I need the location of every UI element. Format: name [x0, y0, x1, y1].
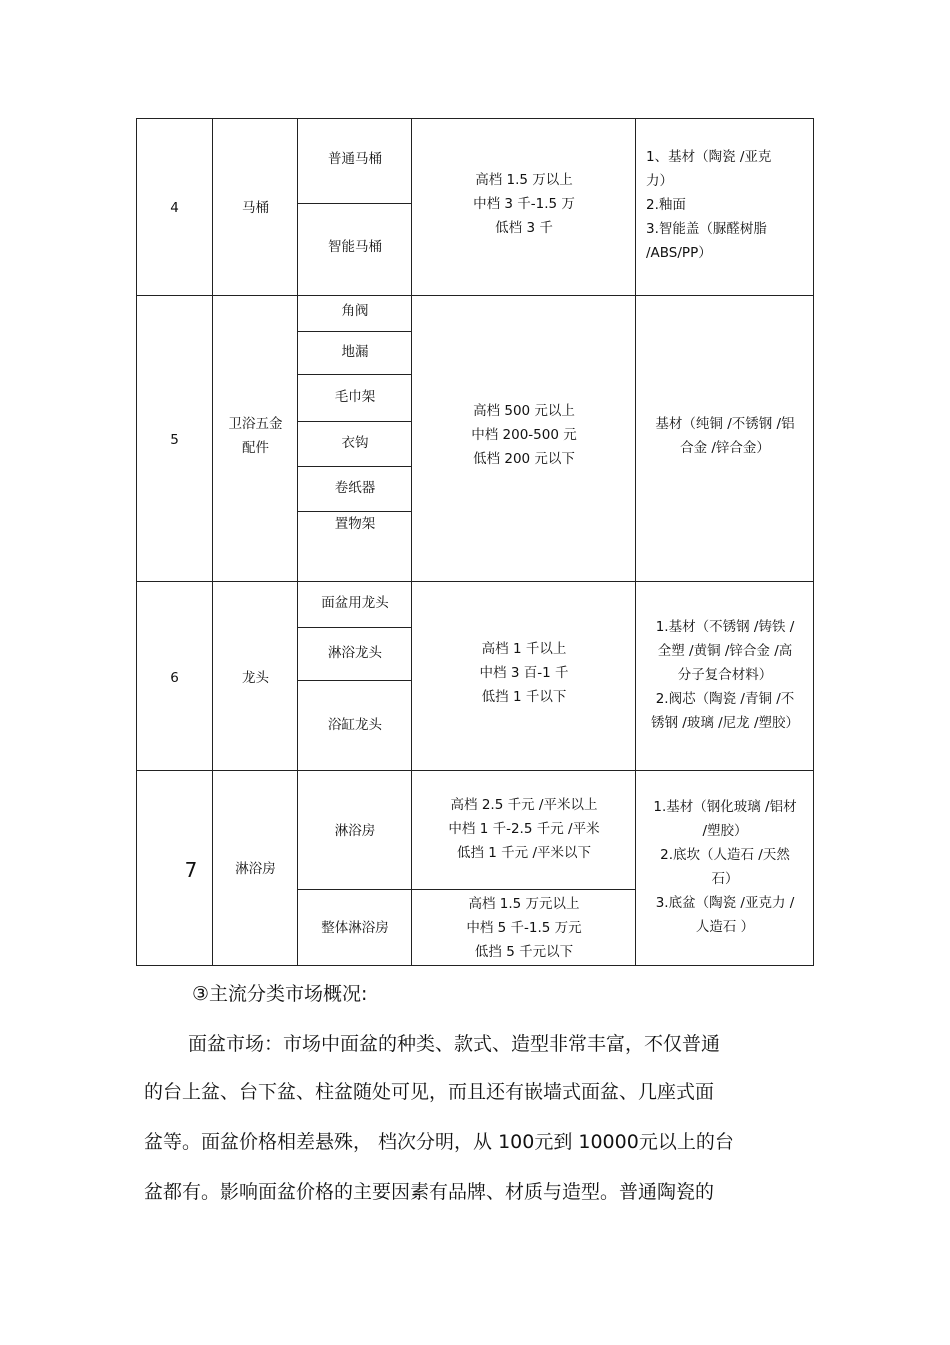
paragraph-line: 的台上盆、台下盆、柱盆随处可见，而且还有嵌墙式面盆、几座式面: [144, 1081, 715, 1103]
item-name: 整体淋浴房: [321, 920, 389, 936]
col-divider: [212, 118, 213, 966]
paragraph-line: 面盆市场：市场中面盆的种类、款式、造型非常丰富，不仅普通: [188, 1033, 721, 1055]
item-name: 毛巾架: [334, 389, 376, 405]
table-border-bottom: [136, 965, 814, 966]
item-name: 衣钩: [341, 435, 369, 451]
sub-divider: [297, 466, 411, 467]
product-table: [136, 118, 814, 966]
price-range: 高档 1.5 万元以上 中档 5 千-1.5 万元 低挡 5 千元以下: [466, 896, 582, 960]
price-range: 高档 1.5 万以上 中档 3 千-1.5 万 低档 3 千: [473, 172, 575, 236]
row-divider: [136, 295, 814, 296]
sub-divider: [297, 421, 411, 422]
row-divider: [136, 581, 814, 582]
item-name: 面盆用龙头: [321, 595, 389, 611]
price-range: 高档 1 千以上 中档 3 百-1 千 低挡 1 千以下: [479, 641, 569, 705]
sub-divider: [297, 627, 411, 628]
table-border-top: [136, 118, 814, 119]
material-desc: 1.基材（钢化玻璃 /铝材 /塑胶） 2.底坎（人造石 /天然 石） 3.底盆（陶瓷 /亚克力 / 人造石 ）: [653, 799, 797, 935]
item-name: 地漏: [341, 344, 369, 360]
paragraph-line: 盆等。面盆价格相差悬殊， 档次分明，从 100元到 10000元以上的台: [144, 1131, 734, 1153]
material-desc: 基材（纯铜 /不锈钢 /铝 合金 /锌合金）: [655, 416, 795, 456]
item-name: 角阀: [341, 303, 369, 319]
category-name: 马桶: [242, 200, 269, 216]
row-number: 7: [184, 858, 198, 882]
row-number: 5: [170, 432, 179, 448]
paragraph-line: 盆都有。影响面盆价格的主要因素有品牌、材质与造型。普通陶瓷的: [144, 1181, 715, 1203]
material-desc: 1.基材（不锈钢 /铸铁 / 全塑 /黄铜 /锌合金 /高 分子复合材料） 2.阀芯（陶瓷 /青铜 /不 锈钢 /玻璃 /尼龙 /塑胶）: [650, 619, 800, 731]
item-name: 浴缸龙头: [328, 717, 382, 733]
section-heading: ③主流分类市场概况:: [192, 983, 368, 1005]
sub-divider: [297, 680, 411, 681]
row-divider: [136, 770, 814, 771]
sub-divider: [297, 203, 411, 204]
item-name: 淋浴龙头: [328, 645, 382, 661]
item-name: 智能马桶: [328, 239, 382, 255]
category-name: 卫浴五金 配件: [228, 416, 283, 456]
price-range: 高档 2.5 千元 /平米以上 中档 1 千-2.5 千元 /平米 低挡 1 千元 /平米以下: [448, 797, 600, 861]
category-name: 龙头: [242, 670, 269, 686]
category-name: 淋浴房: [235, 861, 276, 877]
price-range: 高档 500 元以上 中档 200-500 元 低档 200 元以下: [471, 403, 577, 467]
row-number: 4: [170, 200, 179, 216]
item-name: 卷纸器: [334, 480, 376, 496]
table-border-left: [136, 118, 137, 966]
sub-divider: [297, 374, 411, 375]
item-name: 淋浴房: [334, 823, 376, 839]
row-number: 6: [170, 670, 179, 686]
sub-divider: [297, 331, 411, 332]
item-name: 普通马桶: [328, 151, 382, 167]
item-name: 置物架: [334, 516, 376, 532]
material-desc: 1、基材（陶瓷 /亚克 力） 2.釉面 3.智能盖（脲醛树脂 /ABS/PP）: [646, 149, 772, 261]
sub-divider: [297, 889, 635, 890]
